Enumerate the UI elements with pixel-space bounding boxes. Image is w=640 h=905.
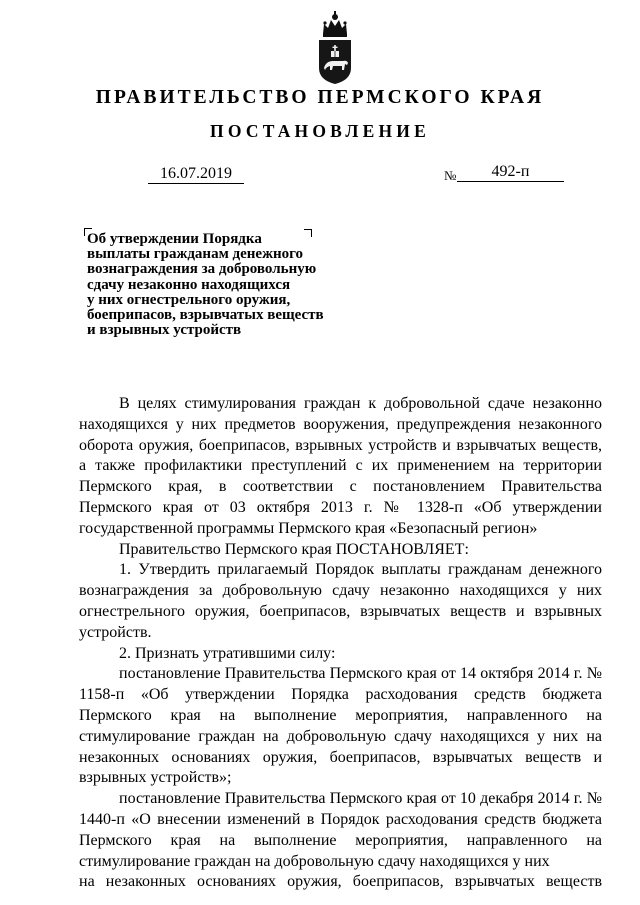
- document-date: 16.07.2019: [148, 164, 244, 184]
- heading-line: Об утверждении Порядка: [87, 231, 262, 247]
- item-2a-paragraph: постановление Правительства Пермского края от 14 октября 2014 г. № 1158-п «Об утверждении Порядка расходования средств бюджета Пермского края на выполнение мероприятия, направленного на стимулирование граждан на добровольную сдачу находящихся у них на незаконных основаниях оружия, боеприпасов, взрывчатых веществ и взрывных устройств»;: [79, 665, 602, 787]
- preamble-paragraph: В целях стимулирования граждан к добровольной сдаче незаконно находящихся у них предметов вооружения, предупреждения незаконного оборота оружия, боеприпасов, взрывных устройств и взрывчатых веществ, а также профилактики преступлений с их применением на территории Пермского края, в соответствии с постановлением Правительства Пермского края от 03 октября 2013 г. № 1328-п «Об утверждении государственной программы Пермского края «Безопасный регион»: [79, 395, 602, 537]
- heading-line: боеприпасов, взрывчатых веществ: [87, 307, 324, 324]
- heading-line: сдачу незаконно находящихся: [87, 276, 291, 293]
- document-type: ПОСТАНОВЛЕНИЕ: [210, 121, 430, 141]
- heading-line: и взрывных устройств: [87, 322, 242, 339]
- number-sign: №: [444, 168, 457, 183]
- document-body: [79, 394, 602, 893]
- item-2b-paragraph: постановление Правительства Пермского края от 10 декабря 2014 г. № 1440-п «О внесении изменений в Порядок расходования средств бюджета Пермского края на выполнение мероприятия, направленного на стимулирование граждан на добровольную сдачу находящихся у них: [79, 790, 602, 870]
- resolves-paragraph: Правительство Пермского края ПОСТАНОВЛЯЕТ:: [119, 540, 469, 558]
- item-2-paragraph: 2. Признать утратившими силу:: [119, 644, 336, 662]
- item-2b-last-line: на незаконных основаниях оружия, боеприпасов, взрывчатых веществ: [79, 873, 602, 891]
- heading-line: выплаты гражданам денежного: [87, 246, 304, 263]
- heading-line: у них огнестрельного оружия,: [87, 291, 291, 308]
- item-1-paragraph: 1. Утвердить прилагаемый Порядок выплаты гражданам денежного вознаграждения за добровольную сдачу незаконно находящихся у них огнестрельного оружия, боеприпасов, взрывчатых веществ и взрывных устройств.: [79, 561, 602, 641]
- government-name: ПРАВИТЕЛЬСТВО ПЕРМСКОГО КРАЯ: [95, 87, 545, 108]
- document-number: 492-п: [457, 162, 564, 182]
- perm-krai-coat-of-arms-icon: [313, 8, 357, 88]
- document-heading: [87, 232, 347, 338]
- heading-line: вознаграждения за добровольную: [87, 261, 317, 278]
